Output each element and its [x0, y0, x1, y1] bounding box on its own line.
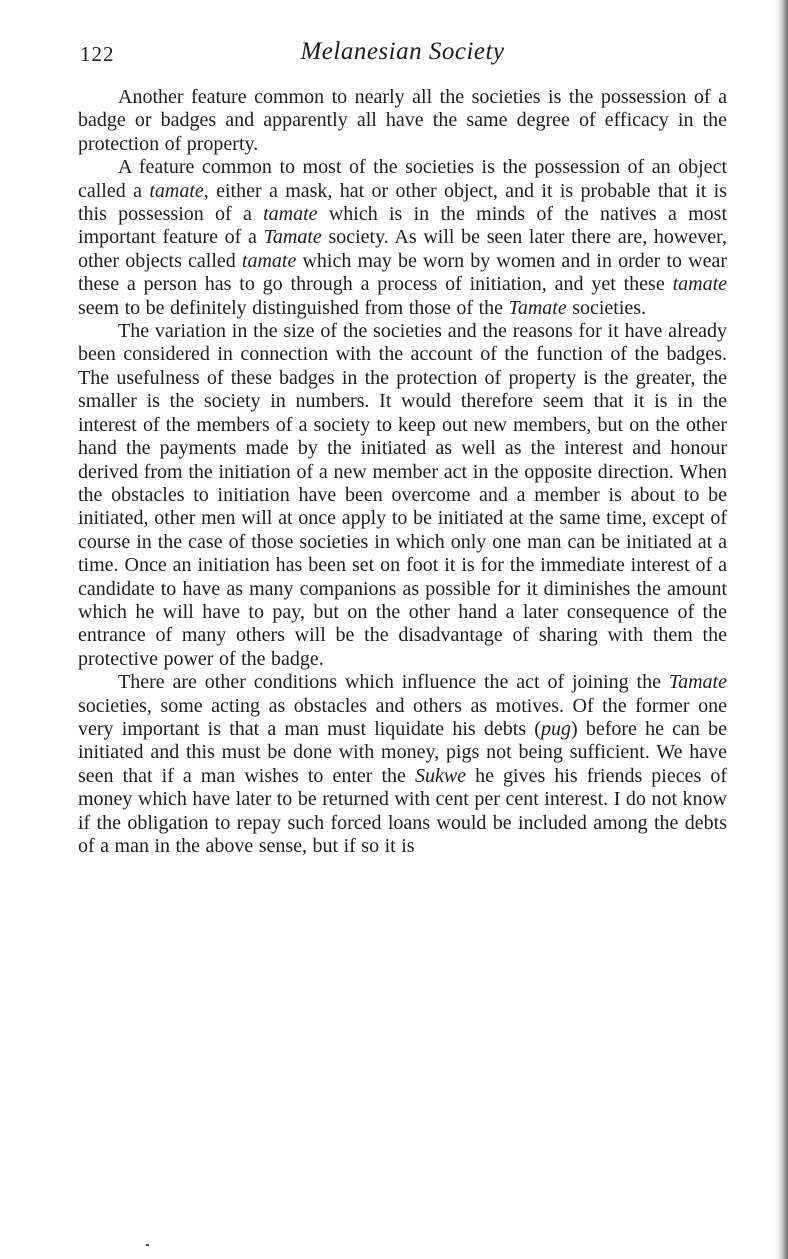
page-number: 122 [80, 42, 115, 66]
italic-term: Tamate [668, 671, 727, 694]
running-head [80, 38, 725, 74]
text-segment: seem to be definitely distinguished from those of the [78, 296, 509, 319]
italic-term: pug [540, 717, 571, 740]
paragraph-4 [78, 671, 727, 858]
print-speck [146, 1244, 149, 1246]
text-segment: society. As will be seen later there are, however, other objects called [78, 226, 727, 272]
text-segment: Another feature common to nearly all the societies is the possession of a badge or badges and apparently all have the same degree of efficacy in the protection of property. [78, 86, 727, 155]
text-segment: A feature common to most of the societies is the possession of an object called a [78, 156, 727, 202]
italic-term: tamate [241, 249, 297, 272]
italic-term: Sukwe [414, 764, 467, 787]
text-segment: The variation in the size of the societies and the reasons for it have already been considered in connection with the account of the function of the badges. The usefulness of these badges in the protection of property is the greater, the smaller is the society in numbers. It would therefore seem that it is in the interest of the members of a society to keep out new members, but on the other hand the payments made by the initiated as well as the interest and honour derived from the initiation of a new member act in the opposite direction. When the obstacles to initiation have been overcome and a member is about to be initiated, other men will at once apply to be initiated at the same time, except of course in the case of those societies in which only one man can be initiated at a time. Once an initiation has been set on foot it is for the immediate interest of a candidate to have as many companions as possible for it diminishes the amount which he will have to pay, but on the other hand a later consequence of the entrance of many others will be the disadvantage of sharing with them the protective power of the badge. [78, 320, 727, 670]
italic-term: tamate [263, 203, 318, 226]
paragraph-1 [78, 86, 727, 156]
page-spine-shadow [774, 0, 788, 1259]
text-segment: societies, some acting as obstacles and others as motives. Of the former one very important is that a man must liquidate his debts ( [78, 694, 727, 740]
italic-term: Tamate [263, 226, 322, 249]
text-segment: which may be worn by women and in order to wear these a person has to go through a process of initiation, and yet these [78, 249, 727, 296]
text-segment: which is in the minds of the natives a most important feature of a [78, 203, 727, 249]
text-segment: he gives his friends pieces of money which have later to be returned with cent per cent interest. I do not know if the obligation to repay such forced loans would be included among the debts of a man in the above sense, but if so it is [78, 764, 727, 857]
text-segment: There are other conditions which influence the act of joining the [118, 671, 669, 694]
paragraph-2 [78, 156, 727, 320]
text-segment: ) before he can be initiated and this must be done with money, pigs not being sufficient. We have seen that if a man wishes to enter the [78, 717, 727, 787]
text-segment: societies. [566, 296, 647, 319]
body-text [78, 86, 727, 858]
paragraph-3 [78, 320, 727, 671]
italic-term: tamate, [149, 179, 209, 202]
italic-term: tamate [672, 273, 727, 296]
italic-term: Tamate [508, 296, 567, 319]
running-title: Melanesian Society [300, 38, 505, 65]
text-segment: either a mask, hat or other object, and it is probable that it is this possession of a [78, 179, 727, 226]
